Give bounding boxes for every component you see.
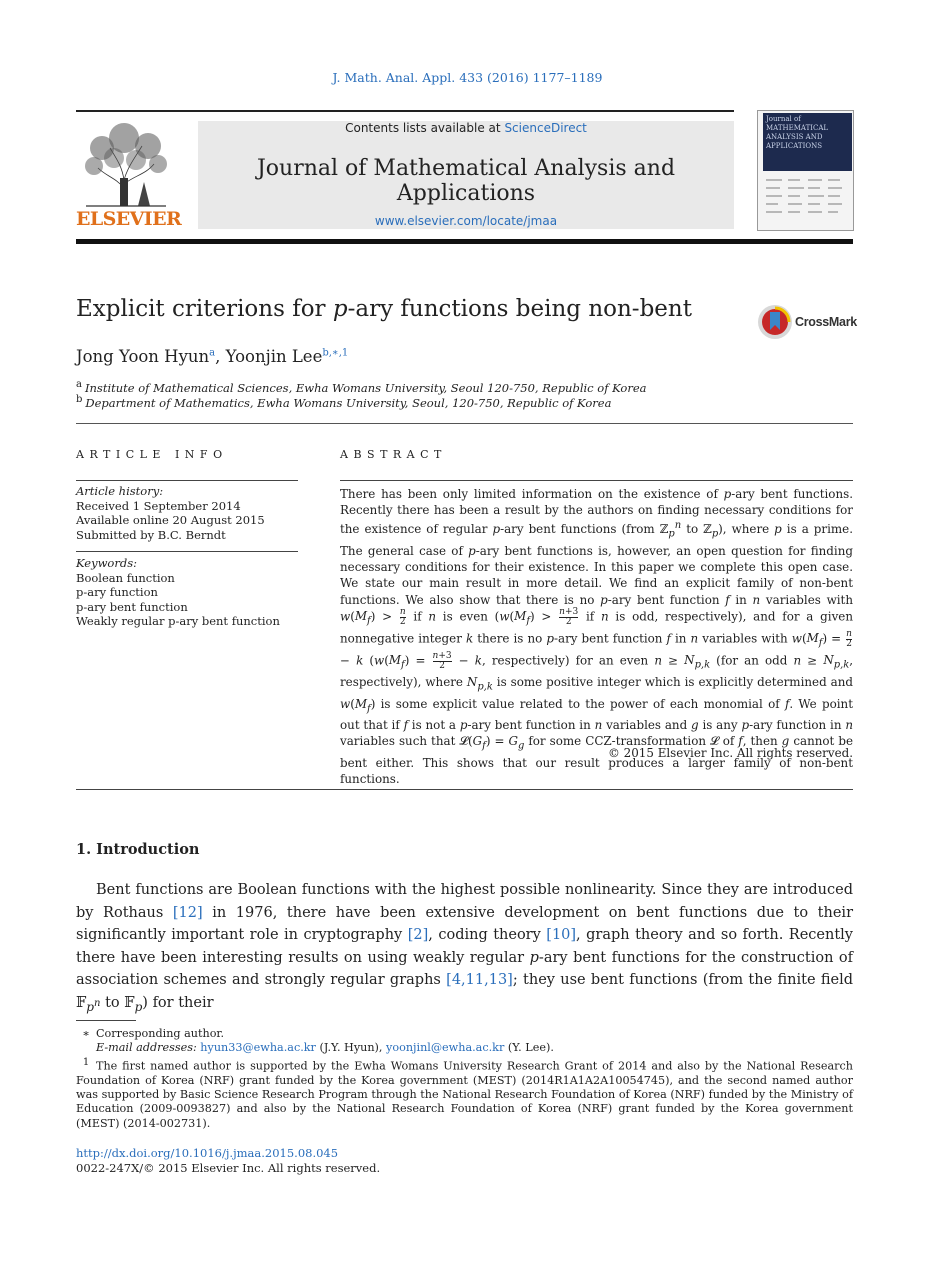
abstract-heading: ABSTRACT (340, 448, 447, 461)
keywords-block (76, 556, 306, 629)
abstract-body: There has been only limited information on the existence of p-ary bent functions. Recently there has been a result by the authors on finding necessary conditions for the existence of regular p-ary bent functions (from ℤ$_p^n$ to ℤ$_p$), where p is a prime. The general case of p-ary bent functions is, however, an open question for finding necessary conditions for their existence. In this paper we complete this open case. We state our main result in more detail. We find an explicit family of non-bent functions. We also show that there is no p-ary bent function f in n variables with $w(M_f)$ > $\frac{n}{2}$ if n is even ($w(M_f)$ > $\frac{n+3}{2}$ if n is odd, respectively), and for a given nonnegative integer k there is no p-ary bent function f in n variables with $w(M_f)$ = $\frac{n}{2}$ − k ($w(M_f)$ = $\frac{n+3}{2}$ − k, respectively) for an even $n \ge N_{p,k}$ (for an odd $n \ge N_{p,k}$, respectively), where $N_{p,k}$ is some positive integer which is explicitly determined and $w(M_f)$ is some explicit value related to the power of each monomial of f. We point out that if f is not a p-ary bent function in n variables and g is any p-ary function in n variables such that $𝓛(G_f) = G_g$ for some CCZ-transformation 𝓛 of f, then g cannot be bent either. This shows that our result produces a larger family of non-bent functions. (340, 487, 854, 787)
article-info-heading: ARTICLE INFO (76, 448, 228, 461)
history-label: Article history: (76, 484, 164, 498)
footnote-text: Corresponding author. (96, 1027, 225, 1040)
contents-line (198, 121, 734, 135)
section-heading-introduction: 1. Introduction (76, 841, 200, 858)
doi-link[interactable]: http://dx.doi.org/10.1016/j.jmaa.2015.08.045 (76, 1146, 339, 1160)
history-item: Received 1 September 2014 (76, 498, 241, 513)
sciencedirect-link[interactable]: ScienceDirect (504, 121, 587, 135)
footnotes (76, 1027, 853, 1131)
header-thick-rule (76, 239, 853, 244)
email-owner: (J.Y. Hyun), (319, 1041, 383, 1055)
title-part-2: -ary functions being non-bent (347, 296, 692, 322)
citation-link[interactable]: [2] (407, 927, 429, 944)
affiliation-mark: a (76, 379, 82, 390)
author-name: Yoonjin Lee (225, 347, 323, 366)
footnote-text: The first named author is supported by the Ewha Womans University Research Grant of 2014 and also by the National Research Foundation of Korea (NRF) grant funded by the Korea government (MEST) (2014R1A1A2A10054745), and the second named author was supported by Basic Science Research Program through the National Research Foundation of Korea (NRF) funded by the Ministry of Education (2009-0093827) and also by the National Research Foundation of Korea (NRF) grant funded by the Korea government (MEST) (2014-002731). (76, 1059, 853, 1130)
journal-citation[interactable]: J. Math. Anal. Appl. 433 (2016) 1177–1189 (332, 70, 603, 85)
introduction-paragraph: Bent functions are Boolean functions with the highest possible nonlinearity. Since they are introduced by Rothaus [12] in 1976, there have been extensive development on bent functions due to their significantly important role in cryptography [2], coding theory [10], graph theory and so forth. Recently there have been interesting results on using weakly regular p-ary bent functions for the construction of association schemes and strongly regular graphs [4,11,13]; they use bent functions (from the finite field 𝔽$_{p^n}$ to 𝔽$_p$) for their (76, 882, 854, 1014)
title-divider (76, 423, 853, 424)
citation-link[interactable]: [12] (172, 904, 203, 921)
title-variable: p (332, 296, 348, 322)
header-top-rule (76, 110, 734, 112)
email-link[interactable]: hyun33@ewha.ac.kr (200, 1041, 316, 1055)
affiliation-b (76, 394, 611, 410)
footnote-corresponding: ∗ Corresponding author. (82, 1027, 225, 1040)
author-list: Jong Yoon Hyun$^a$, Yoonjin Lee$^{b,∗,1}$ (76, 347, 349, 366)
citation-link[interactable]: [4,11,13] (446, 972, 513, 989)
crossmark-icon[interactable] (757, 304, 793, 340)
affiliation-mark: b (76, 394, 83, 405)
issn-copyright: 0022-247X/© 2015 Elsevier Inc. All rights reserved. (76, 1161, 381, 1175)
email-label: E-mail addresses: (96, 1041, 197, 1055)
keyword: p-ary function (76, 585, 158, 600)
history-item: Available online 20 August 2015 (76, 513, 265, 528)
history-item: Submitted by B.C. Berndt (76, 527, 226, 542)
elsevier-wordmark: ELSEVIER (76, 208, 182, 230)
paper-title (76, 296, 692, 322)
email-link[interactable]: yoonjinl@ewha.ac.kr (386, 1041, 505, 1055)
article-history (76, 484, 306, 542)
abstract-copyright: © 2015 Elsevier Inc. All rights reserved. (607, 746, 853, 760)
footnote-rule (76, 1020, 136, 1021)
affiliation-marker[interactable]: a (209, 347, 216, 359)
keyword: p-ary bent function (76, 599, 188, 614)
email-owner: (Y. Lee). (507, 1041, 554, 1055)
affiliation-a (76, 379, 646, 395)
affiliation-text: Department of Mathematics, Ewha Womans University, Seoul, 120-750, Republic of Korea (85, 395, 612, 410)
keywords-rule (76, 551, 298, 552)
keywords-label: Keywords: (76, 556, 137, 570)
footnote-emails (76, 1041, 853, 1055)
keyword: Weakly regular p-ary bent function (76, 614, 280, 629)
author-name: Jong Yoon Hyun (76, 347, 210, 366)
citation-link[interactable]: [10] (546, 927, 577, 944)
journal-title: Journal of Mathematical Analysis and Applications (256, 156, 676, 206)
keyword: Boolean function (76, 570, 175, 585)
abstract-rule (340, 480, 853, 481)
title-part-1: Explicit criterions for (76, 296, 333, 322)
crossmark-label[interactable]: CrossMark (795, 315, 857, 329)
affiliation-marker[interactable]: b,∗,1 (322, 347, 349, 359)
cover-title-band: Journal of MATHEMATICAL ANALYSIS AND APPLICATIONS (763, 113, 852, 171)
affiliation-text: Institute of Mathematical Sciences, Ewha Womans University, Seoul 120-750, Republic of Korea (84, 380, 647, 395)
abstract-divider (76, 789, 853, 790)
journal-url-link[interactable]: www.elsevier.com/locate/jmaa (374, 214, 558, 228)
contents-prefix: Contents lists available at (345, 121, 505, 135)
article-info-rule (76, 480, 298, 481)
footnote-funding: $^1$ The first named author is supported by the Ewha Womans University Research Grant of 2014 and also by the National Research Foundation of Korea (NRF) grant funded by the Korea government (MEST) (2014R1A1A2A10054745), and the second named author was supported by Basic Science Research Program through the National Research Foundation of Korea (NRF) funded by the Ministry of Education (2009-0093827) and also by the National Research Foundation of Korea (NRF) grant funded by the Korea government (MEST) (2014-002731). (76, 1056, 853, 1130)
